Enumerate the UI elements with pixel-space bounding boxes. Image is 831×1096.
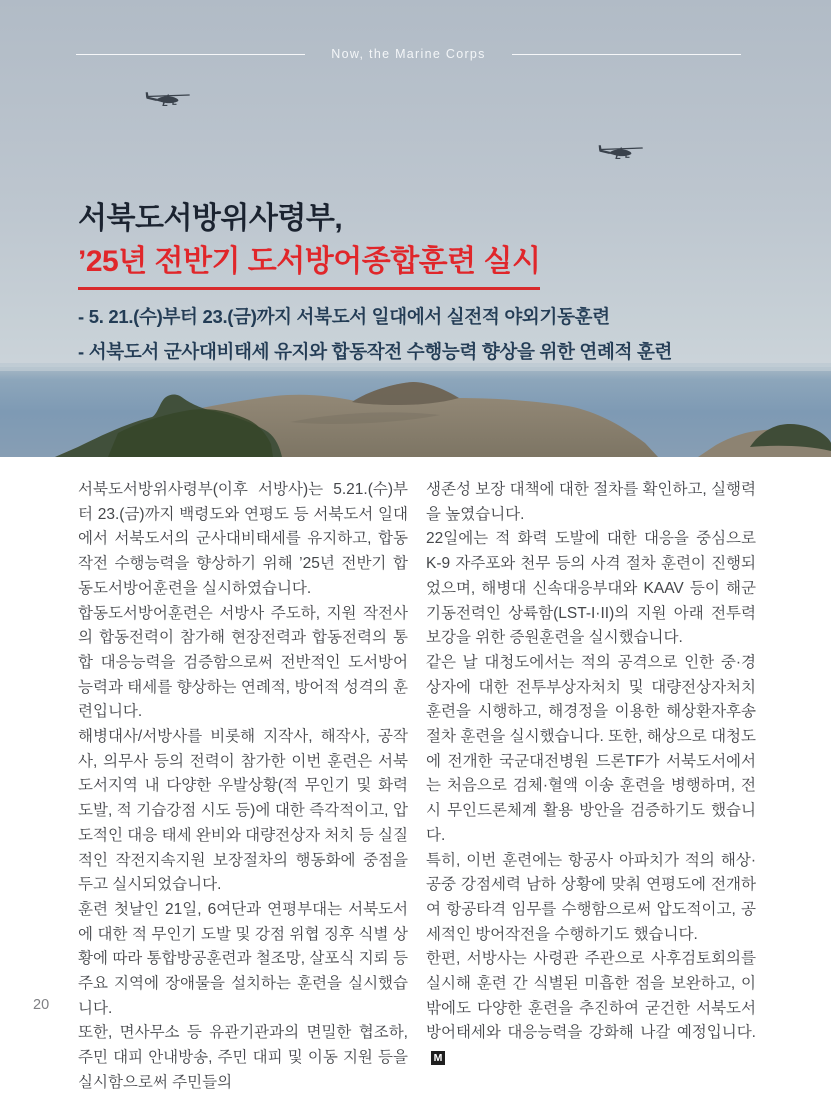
- article-paragraph: 또한, 면사무소 등 유관기관과의 면밀한 협조하, 주민 대피 안내방송, 주민 대피 및 이동 지원 등을 실시함으로써 주민들의: [78, 1024, 408, 1091]
- article-paragraph: 서북도서방위사령부(이후 서방사)는 5.21.(수)부터 23.(금)까지 백령도와 연평도 등 서북도서 일대에서 서북도서의 군사대비태세를 유지하고, 합동작전 수행능력을 향상하기 위해 ’25년 전반기 합동도서방어훈련을 실시하였습니다.: [78, 481, 408, 597]
- article-closing-paragraph: [426, 947, 756, 1071]
- article-subtitles: [78, 305, 778, 365]
- section-header: [76, 47, 741, 61]
- article-closing-text: 한편, 서방사는 사령관 주관으로 사후검토회의를 실시해 훈련 간 식별된 미흡한 점을 보완하고, 이 밖에도 다양한 훈련을 추진하여 굳건한 서북도서 방어태세와 대응능력을 강화해 나갈 예정입니다.: [426, 950, 756, 1042]
- hero-photo: [0, 0, 831, 457]
- page-number: 20: [33, 997, 50, 1013]
- article-column-left: [78, 478, 408, 1096]
- article-paragraph: 해병대사/서방사를 비롯해 지작사, 해작사, 공작사, 의무사 등의 전력이 참가한 이번 훈련은 서북도서지역 내 다양한 우발상황(적 무인기 및 화력 도발, 적 기습강점 시도 등)에 대한 즉각적이고, 압도적인 대응 태세 완비와 대량전상자 처치 등 실질적인 작전지속지원 보장절차의 행동화에 중점을 두고 실시되었습니다.: [78, 728, 408, 894]
- article-title-line2: ’25년 전반기 도서방어종합훈련 실시: [78, 245, 540, 291]
- article-subtitle-line: - 5. 21.(수)부터 23.(금)까지 서북도서 일대에서 실전적 야외기동훈련: [78, 306, 610, 327]
- helicopter-icon: [597, 141, 647, 167]
- article-title-block: [78, 202, 778, 375]
- article-paragraph: 합동도서방어훈련은 서방사 주도하, 지원 작전사의 합동전력이 참가해 현장전력과 합동전력의 통합 대응능력을 검증함으로써 전반적인 도서방어 능력과 태세를 향상하는 연례적, 방어적 성격의 훈련입니다.: [78, 604, 408, 721]
- header-rule-right: [512, 54, 741, 55]
- helicopter-icon: [144, 88, 194, 114]
- article-paragraph: 같은 날 대청도에서는 적의 공격으로 인한 중·경상자에 대한 전투부상자처치 및 대량전상자처치 훈련을 시행하고, 해경정을 이용한 해상환자후송 절차 훈련을 실시했습니다. 또한, 해상으로 대청도에 전개한 국군대전병원 드론TF가 서북도서에서는 처음으로 검체·혈액 이송 훈련을 병행하며, 전시 무인드론체계 활용 방안을 검증하기도 했습니다.: [426, 653, 756, 844]
- article-paragraph: 훈련 첫날인 21일, 6여단과 연평부대는 서북도서에 대한 적 무인기 도발 및 강점 위협 징후 식별 상황에 따라 통합방공훈련과 철조망, 살포식 지뢰 등 주요 지역에 장애물을 설치하는 훈련을 실시했습니다.: [78, 900, 408, 1017]
- article-body: [78, 478, 756, 1096]
- article-paragraph: 생존성 보장 대책에 대한 절차를 확인하고, 실행력을 높였습니다.: [426, 481, 756, 523]
- article-paragraphs: [426, 478, 756, 947]
- article-subtitle-line: - 서북도서 군사대비태세 유지와 합동작전 수행능력 향상을 위한 연례적 훈련: [78, 340, 673, 362]
- article-column-right: [426, 478, 756, 1096]
- article-paragraph: 22일에는 적 화력 도발에 대한 대응을 중심으로 K-9 자주포와 천무 등의 사격 절차 훈련이 진행되었으며, 해병대 신속대응부대와 KAAV 등이 해군 기동전력인 상륙함(LST-I·II)의 지원 아래 전투력 보강을 위한 증원훈련을 실시했습니다.: [426, 530, 756, 647]
- article-title-line1: 서북도서방위사령부,: [78, 202, 343, 235]
- article-paragraph: 특히, 이번 훈련에는 항공사 아파치가 적의 해상·공중 강점세력 남하 상황에 맞춰 연평도에 전개하여 항공타격 임무를 수행함으로써 압도적이고, 공세적인 방어작전을 수행하기도 했습니다.: [426, 851, 756, 943]
- header-rule-left: [76, 54, 305, 55]
- section-header-label: Now, the Marine Corps: [331, 47, 486, 61]
- article-end-mark: M: [431, 1051, 445, 1065]
